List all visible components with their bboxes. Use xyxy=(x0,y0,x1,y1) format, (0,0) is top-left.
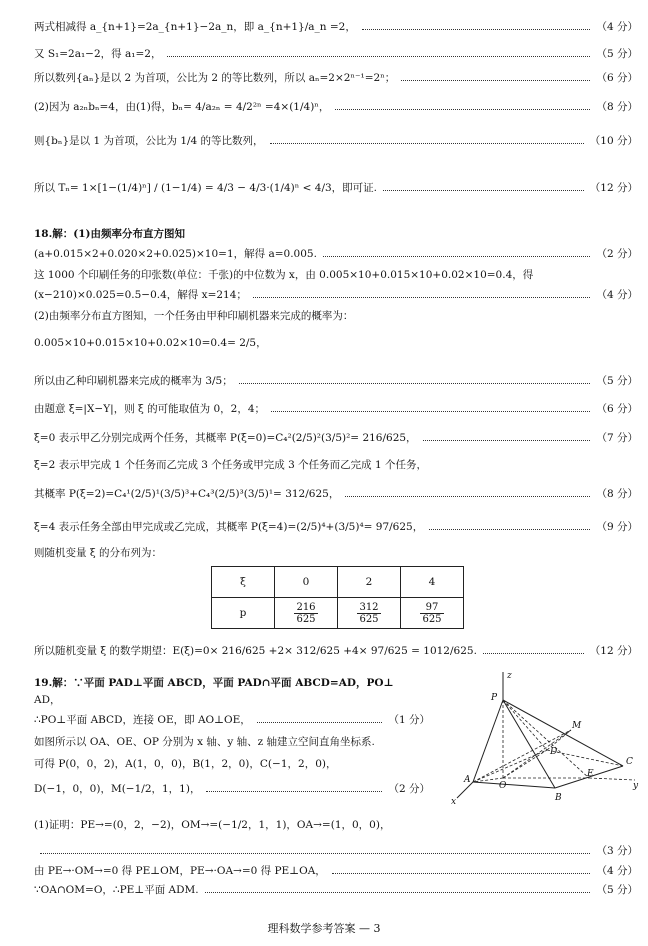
label-z: z xyxy=(507,671,512,681)
table-row xyxy=(212,598,464,629)
line-26: D(−1，0，0)，M(−1/2，1，1)， （2 分） xyxy=(34,783,430,795)
table-header-cell: ξ xyxy=(212,567,275,598)
table-cell: $\frac{312}{625}$ xyxy=(338,598,401,629)
label-y: y xyxy=(633,781,639,791)
line-12: 0.005×10+0.015×10+0.02×10=0.4= 2/5， xyxy=(34,337,267,349)
line-18: ξ=4 表示任务全部由甲完成或乙完成，其概率 P(ξ=4)=(2/5)⁴+(3/5)⁴= 97/625， （9 分） xyxy=(34,521,638,533)
table-cell: $\frac{97}{625}$ xyxy=(401,598,464,629)
label-D: D xyxy=(550,747,558,757)
table-header-cell: 2 xyxy=(338,567,401,598)
line-15: ξ=0 表示甲乙分别完成两个任务，其概率 P(ξ=0)=C₄²(2/5)²(3/5)²= 216/625， （7 分） xyxy=(34,432,638,444)
line-28: （3 分） xyxy=(34,844,638,858)
table-cell: $\frac{216}{625}$ xyxy=(275,598,338,629)
line-13: 所以由乙种印刷机器来完成的概率为 3/5； （5 分） xyxy=(34,375,638,387)
line-1: 两式相减得 a_{n+1}=2a_{n+1}−2a_n，即 a_{n+1}/a_n =2， （4 分） xyxy=(34,21,638,33)
line-29: 由 PE→·OM→=0 得 PE⊥OM，PE→·OA→=0 得 PE⊥OA， （4 分） xyxy=(34,865,638,877)
line-17: 其概率 P(ξ=2)=C₄¹(2/5)¹(3/5)³+C₄³(2/5)³(3/5)¹= 312/625， （8 分） xyxy=(34,488,638,500)
line-11: (2)由频率分布直方图知，一个任务由甲种印刷机器来完成的概率为： xyxy=(34,310,354,322)
line-16: ξ=2 表示甲完成 1 个任务而乙完成 3 个任务或甲完成 3 个任务而乙完成 1 个任务， xyxy=(34,459,428,471)
line-30: ∵OA∩OM=O，∴PE⊥平面 ADM. （5 分） xyxy=(34,884,638,896)
label-x: x xyxy=(451,797,457,807)
line-23: ∴PO⊥平面 ABCD，连接 OE，即 AO⊥OE， （1 分） xyxy=(34,714,430,726)
line-3: 所以数列{aₙ}是以 2 为首项，公比为 2 的等比数列，所以 aₙ=2×2ⁿ⁻¹=2ⁿ； （6 分） xyxy=(34,72,638,84)
line-20: 所以随机变量 ξ 的数学期望：E(ξ)=0× 216/625 +2× 312/625 +4× 97/625 = 1012/625. （12 分） xyxy=(34,645,638,657)
label-B: B xyxy=(555,793,562,803)
line-2: 又 S₁=2a₁−2，得 a₁=2， （5 分） xyxy=(34,48,638,60)
label-E: E xyxy=(587,769,594,779)
page-footer: 理科数学参考答案 — 3 xyxy=(267,922,381,935)
line-27: (1)证明：PE→=(0，2，−2)，OM→=(−1/2，1，1)，OA→=(1，0，0)， xyxy=(34,819,391,831)
label-A: A xyxy=(464,775,471,785)
line-6: 所以 Tₙ= 1×[1−(1/4)ⁿ] / (1−1/4) = 4/3 − 4/3·(1/4)ⁿ < 4/3，即可证. （12 分） xyxy=(34,182,638,194)
line-5: 则{bₙ}是以 1 为首项，公比为 1/4 的等比数列， （10 分） xyxy=(34,135,638,147)
label-M: M xyxy=(572,721,582,731)
line-25: 可得 P(0，0，2)，A(1，0，0)，B(1，2，0)，C(−1，2，0)， xyxy=(34,758,337,770)
distribution-table xyxy=(211,566,464,629)
table-row-label: p xyxy=(212,598,275,629)
question-19-heading: 19.解：∵平面 PAD⊥平面 ABCD，平面 PAD∩平面 ABCD=AD，PO⊥ xyxy=(34,677,394,689)
pyramid-figure xyxy=(447,670,642,810)
label-P: P xyxy=(491,693,498,703)
line-4: (2)因为 a₂ₙbₙ=4，由(1)得，bₙ= 4/a₂ₙ = 4/2²ⁿ =4×(1/4)ⁿ， （8 分） xyxy=(34,101,638,113)
line-19: 则随机变量 ξ 的分布列为： xyxy=(34,547,162,559)
line-24: 如图所示以 OA、OE、OP 分别为 x 轴、y 轴、z 轴建立空间直角坐标系. xyxy=(34,736,375,748)
line-9: 这 1000 个印刷任务的印张数(单位：千张)的中位数为 x，由 0.005×10+0.015×10+0.02×10=0.4，得 xyxy=(34,269,534,281)
label-C: C xyxy=(626,757,633,767)
table-header-cell: 0 xyxy=(275,567,338,598)
line-14: 由题意 ξ=|X−Y|，则 ξ 的可能取值为 0，2，4； （6 分） xyxy=(34,403,638,415)
label-O: O xyxy=(499,781,507,791)
question-18-heading: 18.解：(1)由频率分布直方图知 xyxy=(34,228,186,240)
table-header-row xyxy=(212,567,464,598)
line-10: (x−210)×0.025=0.5−0.4，解得 x=214； （4 分） xyxy=(34,289,638,301)
line-22: AD， xyxy=(34,694,61,706)
line-8: (a+0.015×2+0.020×2+0.025)×10=1，解得 a=0.005. （2 分） xyxy=(34,248,638,260)
table-header-cell: 4 xyxy=(401,567,464,598)
